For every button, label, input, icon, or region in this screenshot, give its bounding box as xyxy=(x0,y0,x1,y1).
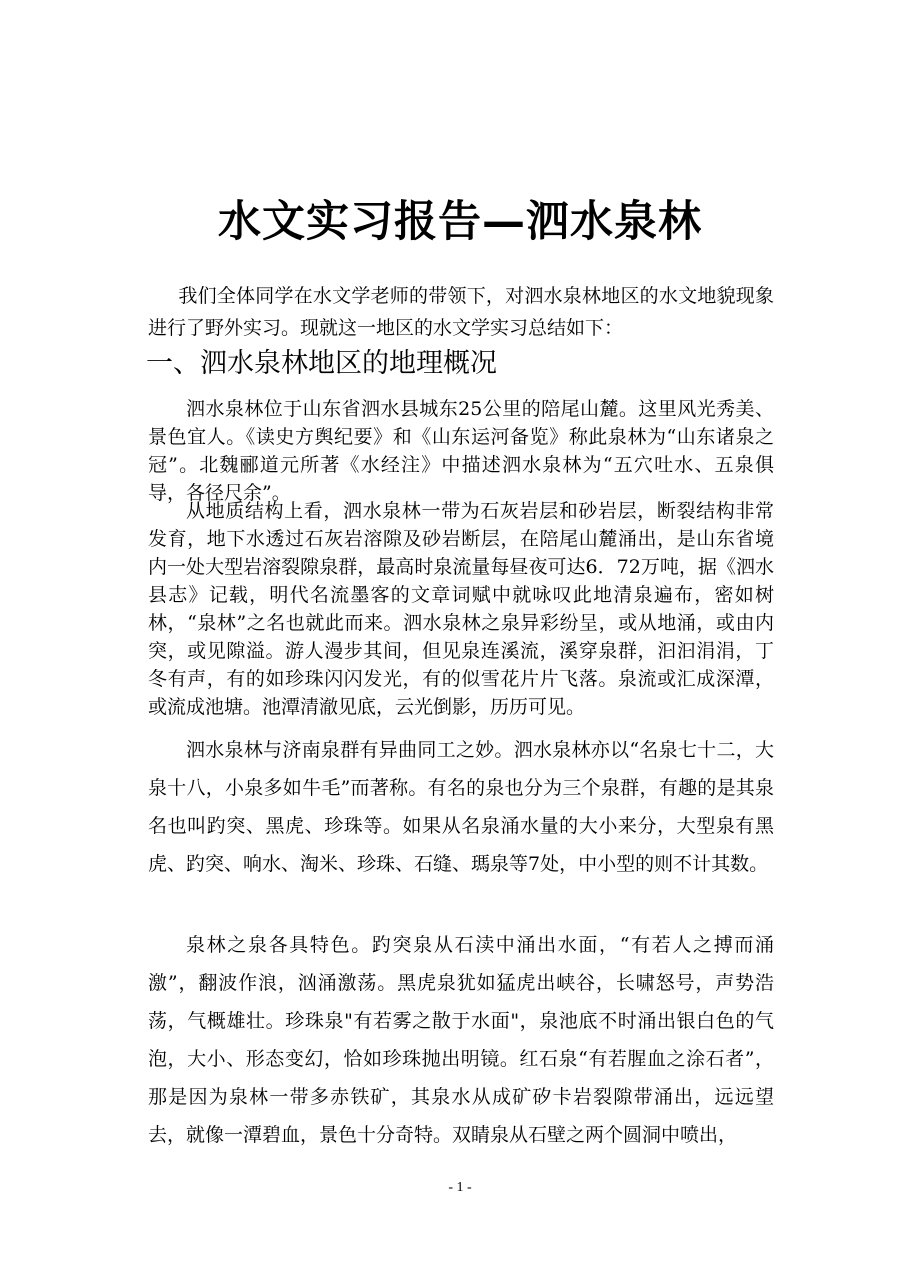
intro-paragraph: 我们全体同学在水文学老师的带领下，对泗水泉林地区的水文地貌现象进行了野外实习。现就这一地区的水文学实习总结如下： xyxy=(148,285,774,339)
body-paragraph-3: 泗水泉林与济南泉群有异曲同工之妙。泗水泉林亦以“名泉七十二，大泉十八，小泉多如牛毛”而著称。有名的泉也分为三个泉群，有趣的是其泉名也叫趵突、黑虎、珍珠等。如果从名泉涌水量的大小来分，大型泉有黑虎、趵突、响水、淘米、珍珠、石缝、瑪泉等7处，中小型的则不计其数。 xyxy=(148,739,774,875)
section-heading: 一、泗水泉林地区的地理概况 xyxy=(146,348,497,379)
body-paragraph-2: 从地质结构上看，泗水泉林一带为石灰岩层和砂岩层，断裂结构非常发育，地下水透过石灰岩溶隙及砂岩断层，在陪尾山麓涌出，是山东省境内一处大型岩溶裂隙泉群，最高时泉流量每昼夜可达6．72万吨，据《泗水县志》记载，明代名流墨客的文章词赋中就咏叹此地清泉遍布，密如树林，“泉林”之名也就此而来。泗水泉林之泉异彩纷呈，或从地涌，或由内突，或见隙溢。游人漫步其间，但见泉连溪流，溪穿泉群，汩汩涓涓，丁冬有声，有的如珍珠闪闪发光，有的似雪花片片飞落。泉流或汇成深潭，或流成池塘。池潭清澈见底，云光倒影，历历可见。 xyxy=(148,500,774,718)
body-paragraph-1: 泗水泉林位于山东省泗水县城东25公里的陪尾山麓。这里风光秀美、景色宜人。《读史方舆纪要》和《山东运河备览》称此泉林为“山东诸泉之冠”。北魏郦道元所著《水经注》中描述泗水泉林为“五穴吐水、五泉俱导，各径尺余”。 xyxy=(148,398,774,504)
body-paragraph-4: 泉林之泉各具特色。趵突泉从石渎中涌出水面，“有若人之搏而涌激”，翻波作浪，汹涌激荡。黑虎泉犹如猛虎出峡谷，长啸怒号，声势浩荡，气概雄壮。珍珠泉"有若雾之散于水面"，泉池底不时涌出银白色的气泡，大小、形态变幻，恰如珍珠抛出明镜。红石泉“有若腥血之涂石者”，那是因为泉林一带多赤铁矿，其泉水从成矿矽卡岩裂隙带涌出，远远望去，就像一潭碧血，景色十分奇特。双睛泉从石壁之两个圆洞中喷出， xyxy=(148,934,774,1146)
page-number: - 1 - xyxy=(448,1180,472,1195)
document-title: 水文实习报告—泗水泉林 xyxy=(218,197,702,247)
